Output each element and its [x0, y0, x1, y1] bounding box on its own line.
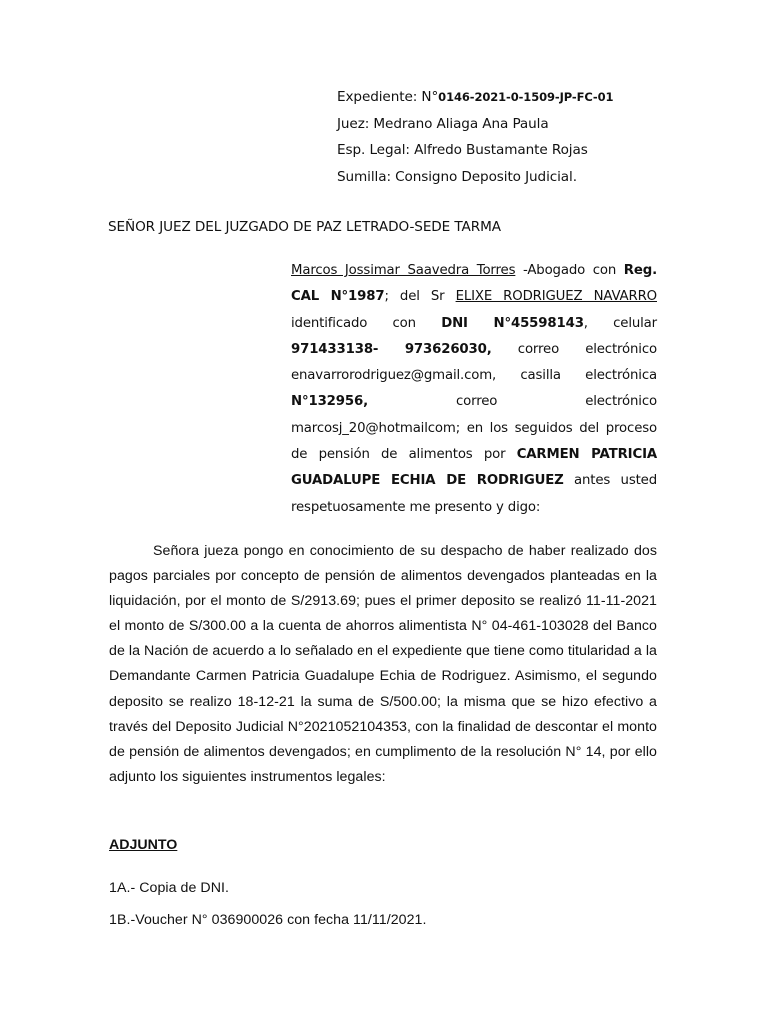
lawyer-name: Marcos Jossimar Saavedra Torres: [291, 263, 516, 278]
intro-text-7: antes usted respetuosamente me presento y digo:: [291, 473, 657, 515]
intro-text-6: correo electrónico marcosj_20@hotmailcom; en los seguidos del proceso de pensión de alimentos por: [291, 394, 657, 463]
client-name: ELIXE RODRIGUEZ NAVARRO: [455, 289, 657, 305]
body-paragraph: Señora jueza pongo en conocimiento de su despacho de haber realizado dos pagos parciales por concepto de pensión de alimentos devengados planteadas en la liquidación, por el monto de S/2913.69; pues el primer deposito se realizó 11-11-2021 el monto de S/300.00 a la cuenta de ahorros alimentista N° 04-461-103028 del Banco de la Nación de acuerdo a lo señalado en el expediente que tiene como titularidad a la Demandante Carmen Patricia Guadalupe Echia de Rodriguez. Asimismo, el segundo deposito se realizo 18-12-21 la suma de S/500.00; la misma que se hizo efectivo a través del Deposito Judicial N°2021052104353, con la finalidad de descontar el monto de pensión de alimentos devengados; en cumplimento de la resolución N° 14, por ello adjunto los siguientes instrumentos legales:: [109, 543, 657, 785]
intro-paragraph: [291, 258, 657, 521]
esp-legal-line: Esp. Legal: Alfredo Bustamante Rojas: [337, 142, 588, 159]
intro-text-1: -Abogado con: [515, 263, 624, 278]
sumilla-line: Sumilla: Consigno Deposito Judicial.: [337, 169, 577, 186]
intro-text-5: correo electrónico enavarrorodriguez@gmail.com, casilla electrónica: [291, 341, 658, 384]
intro-text-3: identificado con: [291, 315, 442, 331]
phones: 971433138- 973626030,: [291, 341, 492, 357]
expediente-number: 0146-2021-0-1509-JP-FC-01: [438, 90, 614, 104]
juez-line: Juez: Medrano Aliaga Ana Paula: [337, 115, 549, 132]
case-header: [337, 84, 737, 191]
attachment-item: 1A.- Copia de DNI.: [109, 880, 229, 896]
addressee: SEÑOR JUEZ DEL JUZGADO DE PAZ LETRADO-SEDE TARMA: [108, 219, 501, 235]
attachments-title: ADJUNTO: [109, 837, 178, 853]
casilla: N°132956,: [291, 394, 368, 410]
intro-text-2: ; del Sr: [384, 289, 456, 305]
dni: DNI N°45598143: [441, 315, 584, 331]
expediente-line: [337, 84, 737, 111]
attachment-item: 1B.-Voucher N° 036900026 con fecha 11/11/2021.: [109, 912, 427, 928]
demandante-name: CARMEN PATRICIA GUADALUPE ECHIA DE RODRIGUEZ: [291, 447, 658, 489]
reg-cal: Reg. CAL N°1987: [291, 263, 658, 305]
expediente-label: Expediente: N°: [337, 89, 439, 105]
intro-text-4: , celular: [583, 315, 657, 331]
attachments-list: [109, 876, 669, 940]
